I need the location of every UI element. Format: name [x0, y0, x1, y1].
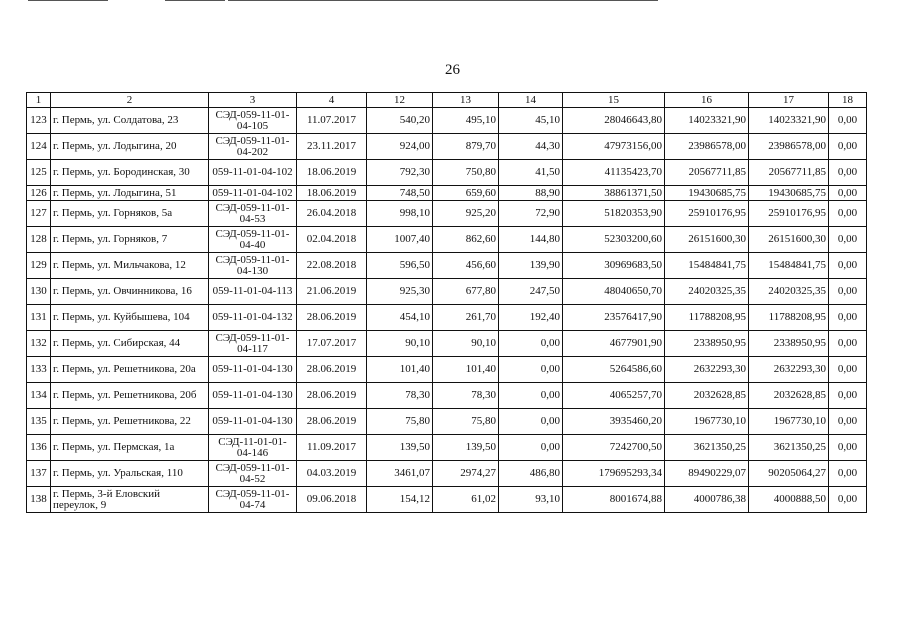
- value-cell-18: 0,00: [829, 409, 867, 435]
- address-cell: г. Пермь, ул. Бородинская, 30: [51, 160, 209, 186]
- document-code-cell: 059-11-01-04-130: [209, 357, 297, 383]
- value-cell-15: 30969683,50: [563, 253, 665, 279]
- value-cell-18: 0,00: [829, 134, 867, 160]
- table-row: [27, 383, 867, 409]
- value-cell-16: 2338950,95: [665, 331, 749, 357]
- date-cell: 11.09.2017: [297, 435, 367, 461]
- value-cell-14: 0,00: [499, 409, 563, 435]
- value-cell-18: 0,00: [829, 383, 867, 409]
- value-cell-14: 139,90: [499, 253, 563, 279]
- address-cell: г. Пермь, 3-й Еловский переулок, 9: [51, 487, 209, 513]
- column-header: 13: [433, 93, 499, 108]
- address-cell: г. Пермь, ул. Солдатова, 23: [51, 108, 209, 134]
- column-header: 3: [209, 93, 297, 108]
- address-cell: г. Пермь, ул. Лодыгина, 51: [51, 186, 209, 201]
- value-cell-16: 20567711,85: [665, 160, 749, 186]
- date-cell: 28.06.2019: [297, 409, 367, 435]
- table-row: [27, 305, 867, 331]
- value-cell-18: 0,00: [829, 487, 867, 513]
- value-cell-15: 41135423,70: [563, 160, 665, 186]
- value-cell-12: 154,12: [367, 487, 433, 513]
- document-code-cell: СЭД-059-11-01-04-53: [209, 201, 297, 227]
- value-cell-17: 20567711,85: [749, 160, 829, 186]
- document-code-cell: 059-11-01-04-113: [209, 279, 297, 305]
- value-cell-12: 792,30: [367, 160, 433, 186]
- value-cell-12: 924,00: [367, 134, 433, 160]
- scan-rule-mid: [165, 0, 225, 1]
- value-cell-12: 3461,07: [367, 461, 433, 487]
- value-cell-18: 0,00: [829, 186, 867, 201]
- document-code-cell: СЭД-059-11-01-04-117: [209, 331, 297, 357]
- address-cell: г. Пермь, ул. Овчинникова, 16: [51, 279, 209, 305]
- value-cell-16: 2632293,30: [665, 357, 749, 383]
- value-cell-17: 23986578,00: [749, 134, 829, 160]
- date-cell: 23.11.2017: [297, 134, 367, 160]
- value-cell-12: 78,30: [367, 383, 433, 409]
- value-cell-12: 998,10: [367, 201, 433, 227]
- value-cell-16: 24020325,35: [665, 279, 749, 305]
- value-cell-16: 25910176,95: [665, 201, 749, 227]
- date-cell: 18.06.2019: [297, 186, 367, 201]
- row-number: 131: [27, 305, 51, 331]
- value-cell-17: 2032628,85: [749, 383, 829, 409]
- value-cell-13: 456,60: [433, 253, 499, 279]
- table-row: [27, 279, 867, 305]
- value-cell-16: 14023321,90: [665, 108, 749, 134]
- value-cell-15: 4677901,90: [563, 331, 665, 357]
- value-cell-15: 8001674,88: [563, 487, 665, 513]
- value-cell-13: 879,70: [433, 134, 499, 160]
- value-cell-12: 101,40: [367, 357, 433, 383]
- document-code-cell: 059-11-01-04-130: [209, 409, 297, 435]
- value-cell-13: 659,60: [433, 186, 499, 201]
- value-cell-18: 0,00: [829, 227, 867, 253]
- value-cell-18: 0,00: [829, 108, 867, 134]
- value-cell-12: 596,50: [367, 253, 433, 279]
- table-row: [27, 435, 867, 461]
- value-cell-12: 748,50: [367, 186, 433, 201]
- value-cell-13: 862,60: [433, 227, 499, 253]
- value-cell-17: 2338950,95: [749, 331, 829, 357]
- value-cell-13: 75,80: [433, 409, 499, 435]
- document-code-cell: СЭД-059-11-01-04-105: [209, 108, 297, 134]
- value-cell-14: 88,90: [499, 186, 563, 201]
- value-cell-16: 15484841,75: [665, 253, 749, 279]
- date-cell: 02.04.2018: [297, 227, 367, 253]
- date-cell: 22.08.2018: [297, 253, 367, 279]
- date-cell: 28.06.2019: [297, 383, 367, 409]
- value-cell-13: 495,10: [433, 108, 499, 134]
- value-cell-15: 7242700,50: [563, 435, 665, 461]
- value-cell-12: 540,20: [367, 108, 433, 134]
- value-cell-17: 1967730,10: [749, 409, 829, 435]
- table-row: [27, 201, 867, 227]
- value-cell-14: 93,10: [499, 487, 563, 513]
- value-cell-17: 15484841,75: [749, 253, 829, 279]
- value-cell-14: 0,00: [499, 383, 563, 409]
- value-cell-13: 2974,27: [433, 461, 499, 487]
- value-cell-14: 486,80: [499, 461, 563, 487]
- date-cell: 04.03.2019: [297, 461, 367, 487]
- value-cell-16: 1967730,10: [665, 409, 749, 435]
- row-number: 126: [27, 186, 51, 201]
- value-cell-16: 26151600,30: [665, 227, 749, 253]
- column-header: 1: [27, 93, 51, 108]
- document-code-cell: 059-11-01-04-132: [209, 305, 297, 331]
- value-cell-17: 26151600,30: [749, 227, 829, 253]
- value-cell-12: 139,50: [367, 435, 433, 461]
- row-number: 128: [27, 227, 51, 253]
- value-cell-15: 23576417,90: [563, 305, 665, 331]
- value-cell-18: 0,00: [829, 435, 867, 461]
- document-code-cell: 059-11-01-04-102: [209, 160, 297, 186]
- address-cell: г. Пермь, ул. Решетникова, 20б: [51, 383, 209, 409]
- value-cell-15: 48040650,70: [563, 279, 665, 305]
- table-row: [27, 461, 867, 487]
- address-cell: г. Пермь, ул. Мильчакова, 12: [51, 253, 209, 279]
- column-header: 18: [829, 93, 867, 108]
- value-cell-17: 25910176,95: [749, 201, 829, 227]
- row-number: 132: [27, 331, 51, 357]
- value-cell-14: 44,30: [499, 134, 563, 160]
- housing-register-table: [26, 92, 867, 513]
- value-cell-14: 41,50: [499, 160, 563, 186]
- date-cell: 28.06.2019: [297, 305, 367, 331]
- document-code-cell: СЭД-059-11-01-04-130: [209, 253, 297, 279]
- column-header: 12: [367, 93, 433, 108]
- row-number: 129: [27, 253, 51, 279]
- table-row: [27, 357, 867, 383]
- value-cell-18: 0,00: [829, 201, 867, 227]
- table-row: [27, 186, 867, 201]
- value-cell-16: 2032628,85: [665, 383, 749, 409]
- address-cell: г. Пермь, ул. Лодыгина, 20: [51, 134, 209, 160]
- column-header: 2: [51, 93, 209, 108]
- value-cell-13: 261,70: [433, 305, 499, 331]
- document-code-cell: 059-11-01-04-130: [209, 383, 297, 409]
- date-cell: 09.06.2018: [297, 487, 367, 513]
- value-cell-15: 4065257,70: [563, 383, 665, 409]
- value-cell-13: 139,50: [433, 435, 499, 461]
- table-row: [27, 331, 867, 357]
- value-cell-13: 101,40: [433, 357, 499, 383]
- document-code-cell: СЭД-059-11-01-04-202: [209, 134, 297, 160]
- value-cell-16: 11788208,95: [665, 305, 749, 331]
- value-cell-12: 90,10: [367, 331, 433, 357]
- value-cell-18: 0,00: [829, 279, 867, 305]
- document-code-cell: СЭД-059-11-01-04-40: [209, 227, 297, 253]
- value-cell-17: 3621350,25: [749, 435, 829, 461]
- value-cell-17: 24020325,35: [749, 279, 829, 305]
- value-cell-14: 0,00: [499, 331, 563, 357]
- value-cell-18: 0,00: [829, 253, 867, 279]
- value-cell-15: 179695293,34: [563, 461, 665, 487]
- table-row: [27, 227, 867, 253]
- value-cell-16: 89490229,07: [665, 461, 749, 487]
- address-cell: г. Пермь, ул. Уральская, 110: [51, 461, 209, 487]
- value-cell-16: 19430685,75: [665, 186, 749, 201]
- date-cell: 28.06.2019: [297, 357, 367, 383]
- row-number: 130: [27, 279, 51, 305]
- value-cell-16: 23986578,00: [665, 134, 749, 160]
- value-cell-12: 925,30: [367, 279, 433, 305]
- row-number: 127: [27, 201, 51, 227]
- column-header-row: [27, 93, 867, 108]
- row-number: 125: [27, 160, 51, 186]
- value-cell-15: 52303200,60: [563, 227, 665, 253]
- value-cell-15: 51820353,90: [563, 201, 665, 227]
- value-cell-13: 677,80: [433, 279, 499, 305]
- table-row: [27, 253, 867, 279]
- value-cell-12: 454,10: [367, 305, 433, 331]
- value-cell-15: 3935460,20: [563, 409, 665, 435]
- value-cell-16: 3621350,25: [665, 435, 749, 461]
- value-cell-13: 90,10: [433, 331, 499, 357]
- value-cell-17: 19430685,75: [749, 186, 829, 201]
- row-number: 123: [27, 108, 51, 134]
- column-header: 17: [749, 93, 829, 108]
- column-header: 4: [297, 93, 367, 108]
- value-cell-12: 75,80: [367, 409, 433, 435]
- value-cell-16: 4000786,38: [665, 487, 749, 513]
- value-cell-14: 144,80: [499, 227, 563, 253]
- value-cell-14: 247,50: [499, 279, 563, 305]
- row-number: 137: [27, 461, 51, 487]
- value-cell-15: 38861371,50: [563, 186, 665, 201]
- value-cell-18: 0,00: [829, 461, 867, 487]
- document-code-cell: 059-11-01-04-102: [209, 186, 297, 201]
- value-cell-18: 0,00: [829, 160, 867, 186]
- row-number: 133: [27, 357, 51, 383]
- value-cell-13: 750,80: [433, 160, 499, 186]
- table-row: [27, 487, 867, 513]
- value-cell-14: 45,10: [499, 108, 563, 134]
- value-cell-13: 61,02: [433, 487, 499, 513]
- value-cell-17: 14023321,90: [749, 108, 829, 134]
- date-cell: 17.07.2017: [297, 331, 367, 357]
- value-cell-18: 0,00: [829, 331, 867, 357]
- value-cell-14: 0,00: [499, 357, 563, 383]
- value-cell-17: 11788208,95: [749, 305, 829, 331]
- page-number: 26: [445, 62, 460, 78]
- document-code-cell: СЭД-059-11-01-04-74: [209, 487, 297, 513]
- address-cell: г. Пермь, ул. Решетникова, 20а: [51, 357, 209, 383]
- value-cell-15: 47973156,00: [563, 134, 665, 160]
- table-row: [27, 160, 867, 186]
- address-cell: г. Пермь, ул. Пермская, 1а: [51, 435, 209, 461]
- address-cell: г. Пермь, ул. Куйбышева, 104: [51, 305, 209, 331]
- column-header: 16: [665, 93, 749, 108]
- table-row: [27, 134, 867, 160]
- value-cell-17: 4000888,50: [749, 487, 829, 513]
- column-header: 15: [563, 93, 665, 108]
- value-cell-18: 0,00: [829, 357, 867, 383]
- scan-rule-right: [228, 0, 658, 1]
- value-cell-15: 28046643,80: [563, 108, 665, 134]
- row-number: 124: [27, 134, 51, 160]
- address-cell: г. Пермь, ул. Решетникова, 22: [51, 409, 209, 435]
- value-cell-13: 925,20: [433, 201, 499, 227]
- row-number: 134: [27, 383, 51, 409]
- value-cell-14: 0,00: [499, 435, 563, 461]
- date-cell: 21.06.2019: [297, 279, 367, 305]
- table-body: [27, 108, 867, 513]
- value-cell-17: 2632293,30: [749, 357, 829, 383]
- row-number: 135: [27, 409, 51, 435]
- address-cell: г. Пермь, ул. Сибирская, 44: [51, 331, 209, 357]
- date-cell: 18.06.2019: [297, 160, 367, 186]
- address-cell: г. Пермь, ул. Горняков, 5а: [51, 201, 209, 227]
- column-header: 14: [499, 93, 563, 108]
- document-code-cell: СЭД-11-01-01-04-146: [209, 435, 297, 461]
- table-row: [27, 108, 867, 134]
- document-code-cell: СЭД-059-11-01-04-52: [209, 461, 297, 487]
- value-cell-14: 192,40: [499, 305, 563, 331]
- value-cell-14: 72,90: [499, 201, 563, 227]
- value-cell-15: 5264586,60: [563, 357, 665, 383]
- value-cell-18: 0,00: [829, 305, 867, 331]
- row-number: 136: [27, 435, 51, 461]
- date-cell: 26.04.2018: [297, 201, 367, 227]
- scan-rule-left: [28, 0, 108, 1]
- value-cell-17: 90205064,27: [749, 461, 829, 487]
- value-cell-12: 1007,40: [367, 227, 433, 253]
- row-number: 138: [27, 487, 51, 513]
- value-cell-13: 78,30: [433, 383, 499, 409]
- table-row: [27, 409, 867, 435]
- address-cell: г. Пермь, ул. Горняков, 7: [51, 227, 209, 253]
- date-cell: 11.07.2017: [297, 108, 367, 134]
